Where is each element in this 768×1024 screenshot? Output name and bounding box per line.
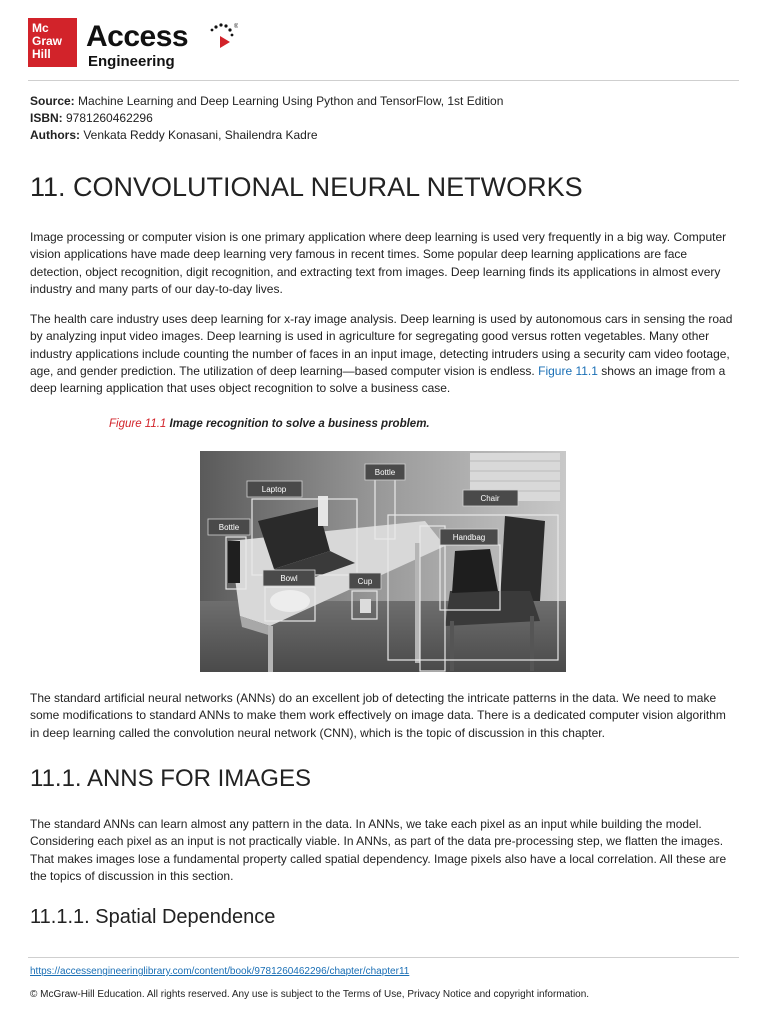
brand-name: Access — [86, 20, 189, 53]
label-chair-text: Chair — [480, 494, 500, 503]
applications-paragraph — [30, 311, 738, 397]
label-handbag-text: Handbag — [452, 533, 486, 542]
label-bottle-top-text: Bottle — [374, 468, 396, 477]
logo-line-2: Graw — [32, 34, 63, 48]
label-cup-text: Cup — [357, 577, 373, 586]
source-value: Machine Learning and Deep Learning Using Python and TensorFlow, 1st Edition — [74, 94, 504, 108]
figure-caption-title: Image recognition to solve a business problem. — [166, 418, 430, 430]
mcgraw-hill-logo — [28, 18, 77, 67]
label-laptop — [247, 481, 302, 497]
label-bowl-text: Bowl — [280, 574, 298, 583]
brand-mark-icon — [198, 20, 238, 60]
label-bowl — [263, 570, 315, 586]
chapter-title: 11. CONVOLUTIONAL NEURAL NETWORKS — [30, 172, 583, 202]
label-handbag — [440, 529, 498, 545]
object-recognition-figure — [200, 451, 566, 672]
brand-subname: Engineering — [88, 53, 175, 70]
access-engineering-logo — [86, 20, 236, 72]
authors-value: Venkata Reddy Konasani, Shailendra Kadre — [80, 128, 318, 142]
subsection-title: 11.1.1. Spatial Dependence — [30, 906, 276, 928]
authors-line — [30, 127, 730, 144]
scene-chair — [500, 516, 545, 601]
intro-paragraph: Image processing or computer vision is one primary application where deep learning is used very frequently in a big way. Computer vision applications have made deep learning very famous in recent times. Some popular deep learning applications are face detection, object recognition, digit recognition, and extracting text from images. Deep learning finds its applications in almost every industry and many parts of our day-to-day lives. — [30, 230, 727, 296]
header-divider — [28, 80, 739, 81]
label-bottle-top — [365, 464, 405, 480]
scene-handbag — [452, 549, 498, 593]
ann-cnn-paragraph: The standard artificial neural networks (ANNs) do an excellent job of detecting the intricate patterns in the data. We need to make some modifications to standard ANNs to make them work effectively on image data. There is a dedicated computer vision algorithm in deep learning called the convolution neural network (CNN), which is the topic of discussion in this chapter. — [30, 691, 726, 740]
copyright-notice: © McGraw-Hill Education. All rights reserved. Any use is subject to the Terms of Use, Privacy Notice and copyright information. — [30, 989, 590, 1000]
label-cup — [349, 573, 381, 589]
figure-caption — [109, 416, 430, 432]
label-bottle-left — [208, 519, 250, 535]
anns-images-paragraph: The standard ANNs can learn almost any pattern in the data. In ANNs, we take each pixel as an input while building the model. Considering each pixel as an input is not practically viable. In ANNs, as part of the data pre-processing step, we flatten the images. That makes images lose a fundamental property called spatial dependency. Image pixels also have a local correlation. All these are the topics of discussion in this section. — [30, 817, 727, 883]
scene-bottle-left — [228, 541, 240, 583]
book-metadata — [30, 93, 730, 144]
label-chair — [463, 490, 518, 506]
scene-bowl — [270, 590, 310, 612]
section-title: 11.1. ANNS FOR IMAGES — [30, 765, 311, 792]
figure-caption-ref: Figure 11.1 — [109, 418, 167, 430]
figure-11-1-link[interactable]: Figure 11.1 — [538, 363, 598, 378]
label-laptop-text: Laptop — [261, 485, 287, 494]
label-bottle-left-text: Bottle — [218, 523, 240, 532]
applications-text-end: shows an image from a deep learning application that uses object recognition to solve a business case. — [30, 363, 726, 396]
authors-label: Authors: — [30, 128, 80, 142]
source-line — [30, 93, 730, 110]
page-header — [28, 18, 739, 80]
logo-line-1: Mc — [32, 21, 49, 35]
isbn-line — [30, 110, 730, 127]
chapter-url-link[interactable]: https://accessengineeringlibrary.com/content/book/9781260462296/chapter/chapter11 — [30, 966, 410, 977]
scene-bottle-top — [318, 496, 328, 526]
logo-line-3: Hill — [32, 47, 51, 61]
isbn-label: ISBN: — [30, 111, 63, 125]
isbn-value: 9781260462296 — [62, 111, 153, 125]
source-label: Source: — [30, 94, 75, 108]
applications-text: The health care industry uses deep learning for x-ray image analysis. Deep learning is used by autonomous cars in sensing the road by analyzing input video images. Deep learning is used in agriculture for segregating good versus rotten vegetables. Many other industry applications include counting the number of faces in an input image, detecting intruders using a security cam video footage, age, and gender prediction. The utilization of deep learning—based computer vision is endless. — [30, 312, 733, 378]
footer-divider — [28, 957, 739, 958]
scene-cup — [360, 599, 371, 613]
registered-mark: ® — [234, 24, 238, 30]
